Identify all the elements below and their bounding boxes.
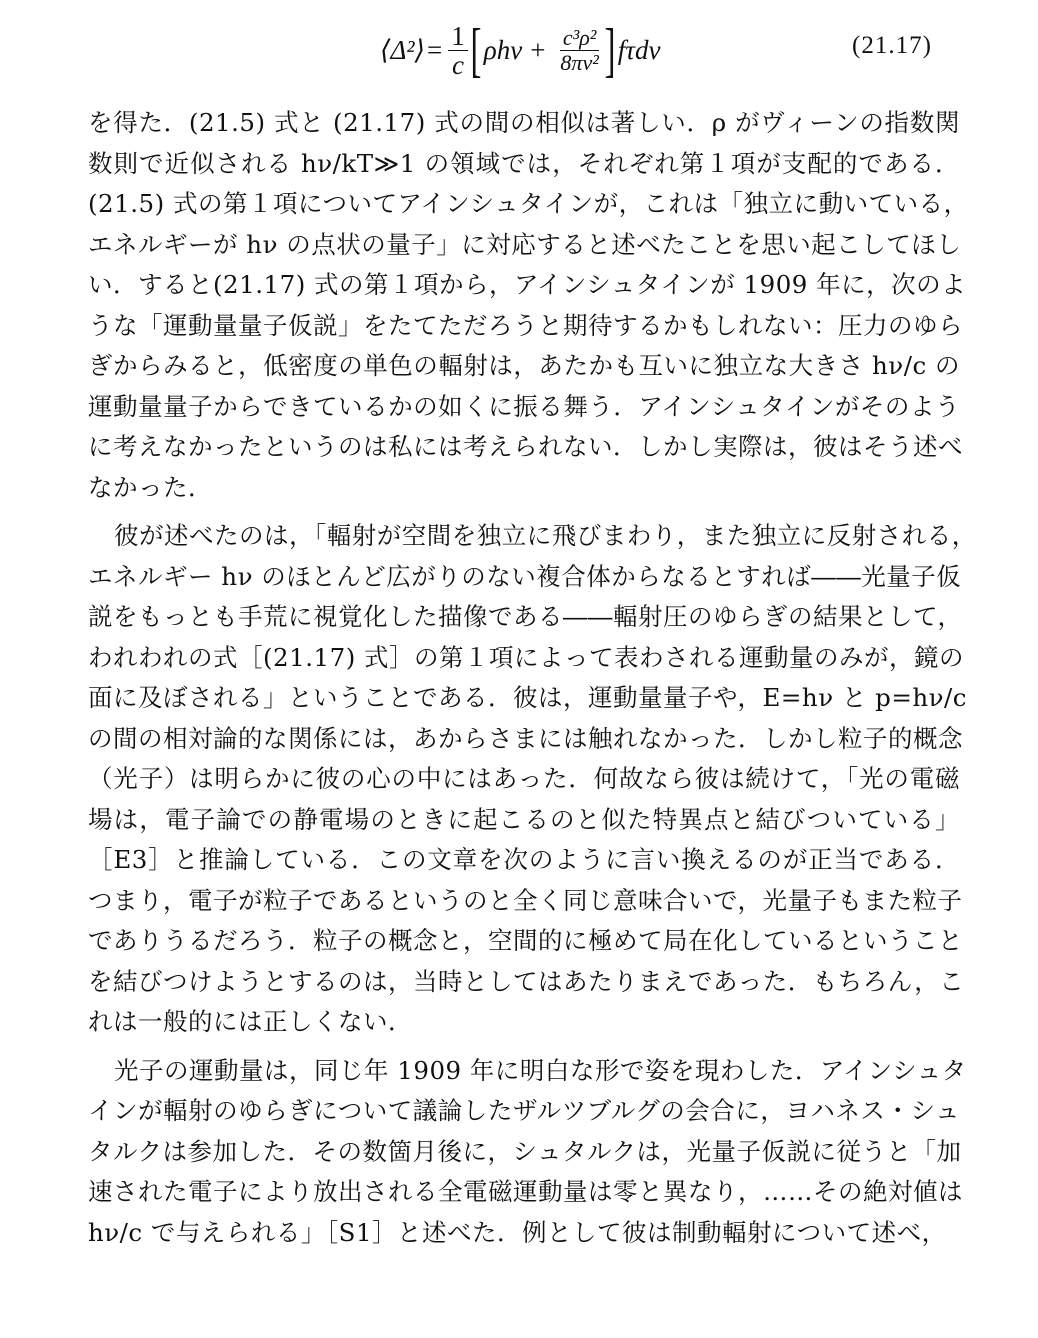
text-line: ぎからみると，低密度の単色の輻射は，あたかも互いに独立な大きさ hν/c の — [88, 351, 960, 380]
text-line: に考えなかったというのは私には考えられない．しかし実際は，彼はそう述べ — [88, 432, 963, 461]
text-line: 場は，電子論での静電場のときに起こるのと似た特異点と結びついている」 — [88, 804, 960, 834]
text-line: （光子）は明らかに彼の心の中にはあった．何故なら彼は続けて，「光の電磁 — [88, 764, 960, 793]
equation-21-17 — [380, 18, 660, 82]
coefficient-numerator: 1 — [448, 22, 468, 51]
paragraph-gap — [88, 1043, 960, 1051]
coefficient-denominator: c — [452, 49, 464, 80]
text-line: でありうるだろう．粒子の概念と，空間的に極めて局在化しているということ — [88, 926, 963, 955]
text-line: タルクは参加した．その数箇月後に，シュタルクは，光量子仮説に従うと「加 — [88, 1136, 962, 1166]
paragraph-gap — [88, 508, 960, 516]
text-line: 彼が述べたのは，「輻射が空間を独立に飛びまわり，また独立に反射される， — [114, 521, 977, 550]
text-line: 運動量量子からできているかの如くに振る舞う．アインシュタインがそのよう — [88, 391, 960, 421]
equation-tail: fτdν — [617, 34, 661, 65]
body-text — [88, 103, 977, 1253]
text-line: 光子の運動量は，同じ年 1909 年に明白な形で姿を現わした．アインシュタ — [114, 1055, 967, 1085]
text-line: うな「運動量量子仮説」をたてただろうと期待するかもしれない：圧力のゆら — [88, 310, 963, 340]
text-line: 数則で近似される hν/kT≫1 の領域では，それぞれ第１項が支配的である． — [88, 148, 960, 178]
text-line: インが輻射のゆらぎについて議論したザルツブルグの会合に，ヨハネス・シュ — [88, 1096, 960, 1125]
text-line: エネルギーが hν の点状の量子」に対応すると述べたことを思い起こしてほし — [88, 229, 962, 259]
text-line: 説をもっとも手荒に視覚化した描像である――輻射圧のゆらぎの結果として， — [88, 602, 963, 631]
text-line: (21.5) 式の第１項についてアインシュタインが，これは「独立に動いている， — [88, 189, 969, 218]
text-line: れは一般的には正しくない． — [88, 1007, 413, 1036]
paragraph — [88, 103, 969, 508]
text-line: エネルギー hν のほとんど広がりのない複合体からなるとすれば――光量子仮 — [88, 561, 962, 591]
text-line: ［E3］と推論している．この文章を次のように言い換えるのが正当である． — [88, 845, 960, 874]
text-line: 速された電子により放出される全電磁運動量は零と異なり，……その絶対値は — [88, 1177, 963, 1206]
right-bracket: ] — [604, 17, 616, 83]
text-line: 面に及ぼされる」ということである．彼は，運動量量子や，E=hν と p=hν/c — [88, 683, 968, 712]
equation-plus: + — [530, 34, 546, 65]
text-line: を得た．(21.5) 式と (21.17) 式の間の相似は著しい．ρ がヴィーンの指数関 — [88, 108, 960, 137]
left-bracket: [ — [470, 17, 482, 83]
text-line: つまり，電子が粒子であるというのと全く同じ意味合いで，光量子もまた粒子 — [88, 885, 963, 915]
text-line: い．すると(21.17) 式の第１項から，アインシュタインが 1909 年に，次のよ — [88, 270, 967, 299]
equation-number: (21.17) — [852, 32, 932, 59]
equation-equals: = — [427, 34, 443, 65]
text-line: を結びつけようとするのは，当時としてはあたりまえであった．もちろん，こ — [88, 966, 965, 996]
term2-fraction — [557, 26, 601, 75]
equation-lhs: ⟨Δ²⟩ — [380, 34, 426, 65]
text-line: われわれの式［(21.17) 式］の第１項によって表わされる運動量のみが，鏡の — [88, 642, 965, 672]
paragraph — [88, 1051, 967, 1254]
text-line: の間の相対論的な関係には，あからさまには触れなかった．しかし粒子的概念 — [88, 723, 963, 753]
coefficient-fraction — [448, 22, 468, 79]
equation-term1: ρhν — [483, 34, 523, 65]
term2-denominator: 8πν² — [560, 49, 599, 75]
text-line: なかった． — [88, 472, 213, 502]
text-line: hν/c で与えられる」［S1］と述べた．例として彼は制動輻射について述べ， — [88, 1217, 947, 1247]
paragraph — [88, 516, 977, 1043]
term2-numerator: c³ρ² — [560, 26, 600, 51]
